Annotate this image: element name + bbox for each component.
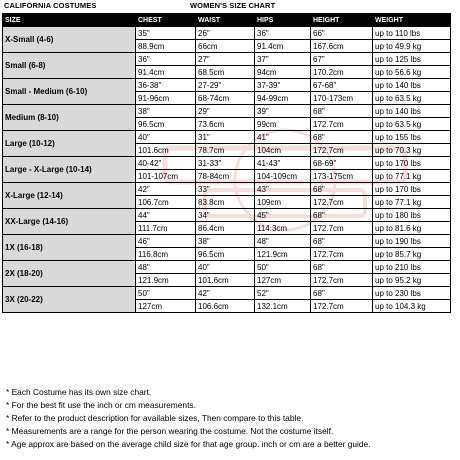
cell-hips-inches: 41-43" xyxy=(255,157,311,170)
brand-title: CALIFORNIA COSTUMES xyxy=(4,1,97,10)
cell-hips-metric: 121.9cm xyxy=(255,248,311,261)
cell-weight-inches: up to 125 lbs xyxy=(373,53,451,66)
cell-hips-metric: 127cm xyxy=(255,274,311,287)
cell-weight-inches: up to 210 lbs xyxy=(373,261,451,274)
note-item: * Measurements are a range for the person wearing the costume. Not the costume itself. xyxy=(6,426,334,436)
table-row xyxy=(3,131,451,144)
cell-chest-metric: 111.7cm xyxy=(136,222,196,235)
col-header-weight: WEIGHT xyxy=(373,14,451,27)
size-label: Small (6-8) xyxy=(3,53,136,79)
cell-waist-inches: 26" xyxy=(196,27,255,40)
cell-height-inches: 68" xyxy=(311,105,373,118)
cell-waist-inches: 38" xyxy=(196,235,255,248)
cell-hips-inches: 41" xyxy=(255,131,311,144)
cell-weight-metric: up to 70.3 kg xyxy=(373,144,451,157)
size-label: 3X (20-22) xyxy=(3,287,136,313)
cell-weight-inches: up to 140 lbs xyxy=(373,79,451,92)
cell-height-metric: 172.7cm xyxy=(311,144,373,157)
cell-waist-inches: 42" xyxy=(196,287,255,300)
cell-waist-inches: 31" xyxy=(196,131,255,144)
cell-waist-metric: 68.5cm xyxy=(196,66,255,79)
cell-height-metric: 167.6cm xyxy=(311,40,373,53)
cell-chest-metric: 106.7cm xyxy=(136,196,196,209)
cell-weight-metric: up to 81.6 kg xyxy=(373,222,451,235)
cell-chest-metric: 88.9cm xyxy=(136,40,196,53)
cell-height-inches: 68" xyxy=(311,131,373,144)
cell-waist-metric: 101.6cm xyxy=(196,274,255,287)
cell-waist-inches: 34" xyxy=(196,209,255,222)
cell-waist-metric: 66cm xyxy=(196,40,255,53)
size-label: X-Small (4-6) xyxy=(3,27,136,53)
cell-height-inches: 66" xyxy=(311,27,373,40)
cell-chest-metric: 91.4cm xyxy=(136,66,196,79)
size-label: Large (10-12) xyxy=(3,131,136,157)
cell-weight-metric: up to 104.3 kg xyxy=(373,300,451,313)
cell-hips-inches: 37-39" xyxy=(255,79,311,92)
size-chart-table xyxy=(2,13,451,313)
cell-chest-metric: 96.5cm xyxy=(136,118,196,131)
cell-waist-inches: 29" xyxy=(196,105,255,118)
cell-chest-metric: 91-96cm xyxy=(136,92,196,105)
cell-height-inches: 68" xyxy=(311,261,373,274)
table-row xyxy=(3,183,451,196)
table-row xyxy=(3,79,451,92)
cell-waist-metric: 73.6cm xyxy=(196,118,255,131)
cell-height-inches: 68" xyxy=(311,287,373,300)
cell-height-metric: 172.7cm xyxy=(311,274,373,287)
cell-chest-inches: 40" xyxy=(136,131,196,144)
cell-weight-metric: up to 95.2 kg xyxy=(373,274,451,287)
size-label: Small - Medium (6-10) xyxy=(3,79,136,105)
cell-height-metric: 172.7cm xyxy=(311,118,373,131)
cell-waist-inches: 40" xyxy=(196,261,255,274)
table-row xyxy=(3,235,451,248)
cell-waist-inches: 33" xyxy=(196,183,255,196)
cell-hips-inches: 43" xyxy=(255,183,311,196)
cell-weight-inches: up to 140 lbs xyxy=(373,105,451,118)
cell-weight-inches: up to 230 lbs xyxy=(373,287,451,300)
cell-chest-inches: 36-38" xyxy=(136,79,196,92)
cell-hips-metric: 109cm xyxy=(255,196,311,209)
cell-weight-inches: up to 170 lbs xyxy=(373,157,451,170)
cell-hips-inches: 39" xyxy=(255,105,311,118)
cell-hips-metric: 94cm xyxy=(255,66,311,79)
cell-hips-inches: 48" xyxy=(255,235,311,248)
notes xyxy=(6,386,456,451)
cell-height-metric: 172.7cm xyxy=(311,248,373,261)
cell-height-metric: 172.7cm xyxy=(311,222,373,235)
chart-title: WOMEN'S SIZE CHART xyxy=(190,1,276,10)
table-row xyxy=(3,209,451,222)
cell-weight-metric: up to 63.5 kg xyxy=(373,118,451,131)
cell-weight-inches: up to 170 lbs xyxy=(373,183,451,196)
cell-chest-metric: 101-107cm xyxy=(136,170,196,183)
cell-weight-metric: up to 77.1 kg xyxy=(373,196,451,209)
cell-weight-inches: up to 110 lbs xyxy=(373,27,451,40)
cell-weight-inches: up to 155 lbs xyxy=(373,131,451,144)
table-row xyxy=(3,287,451,300)
cell-chest-inches: 42" xyxy=(136,183,196,196)
cell-hips-inches: 37" xyxy=(255,53,311,66)
table-row xyxy=(3,105,451,118)
cell-height-metric: 170.2cm xyxy=(311,66,373,79)
note-item: * Each Costume has its own size chart. xyxy=(6,387,152,397)
cell-weight-inches: up to 180 lbs xyxy=(373,209,451,222)
cell-chest-metric: 127cm xyxy=(136,300,196,313)
cell-weight-metric: up to 85.7 kg xyxy=(373,248,451,261)
cell-waist-metric: 106.6cm xyxy=(196,300,255,313)
cell-waist-metric: 78-84cm xyxy=(196,170,255,183)
cell-waist-inches: 27" xyxy=(196,53,255,66)
table-row xyxy=(3,27,451,40)
table-header-row xyxy=(3,14,451,27)
cell-height-metric: 172.7cm xyxy=(311,300,373,313)
cell-weight-metric: up to 49.9 kg xyxy=(373,40,451,53)
cell-weight-metric: up to 56.6 kg xyxy=(373,66,451,79)
cell-hips-inches: 52" xyxy=(255,287,311,300)
table-row xyxy=(3,157,451,170)
cell-hips-inches: 36" xyxy=(255,27,311,40)
cell-waist-metric: 86.4cm xyxy=(196,222,255,235)
cell-waist-metric: 83.8cm xyxy=(196,196,255,209)
size-label: XX-Large (14-16) xyxy=(3,209,136,235)
size-label: 2X (18-20) xyxy=(3,261,136,287)
cell-chest-metric: 116.8cm xyxy=(136,248,196,261)
cell-height-inches: 68" xyxy=(311,235,373,248)
cell-chest-inches: 46" xyxy=(136,235,196,248)
cell-height-metric: 170-173cm xyxy=(311,92,373,105)
cell-chest-inches: 38" xyxy=(136,105,196,118)
cell-weight-inches: up to 190 lbs xyxy=(373,235,451,248)
cell-chest-metric: 101.6cm xyxy=(136,144,196,157)
cell-waist-inches: 31-33" xyxy=(196,157,255,170)
cell-height-inches: 67" xyxy=(311,53,373,66)
table-row xyxy=(3,261,451,274)
cell-hips-metric: 104-109cm xyxy=(255,170,311,183)
cell-waist-inches: 27-29" xyxy=(196,79,255,92)
cell-chest-inches: 50" xyxy=(136,287,196,300)
cell-height-inches: 68" xyxy=(311,209,373,222)
cell-hips-metric: 104cm xyxy=(255,144,311,157)
cell-chest-inches: 48" xyxy=(136,261,196,274)
cell-hips-metric: 91.4cm xyxy=(255,40,311,53)
table-row xyxy=(3,53,451,66)
col-header-height: HEIGHT xyxy=(311,14,373,27)
note-item: * For the best fit use the inch or cm measurements. xyxy=(6,400,196,410)
cell-hips-inches: 50" xyxy=(255,261,311,274)
cell-hips-metric: 114.3cm xyxy=(255,222,311,235)
cell-chest-inches: 35" xyxy=(136,27,196,40)
note-item: * Age approx are based on the average child size for that age group. inch or cm are a better guide. xyxy=(6,439,371,449)
cell-hips-metric: 132.1cm xyxy=(255,300,311,313)
col-header-size: SIZE xyxy=(3,14,136,27)
cell-waist-metric: 68-74cm xyxy=(196,92,255,105)
cell-hips-inches: 45" xyxy=(255,209,311,222)
col-header-waist: WAIST xyxy=(196,14,255,27)
cell-chest-inches: 44" xyxy=(136,209,196,222)
cell-waist-metric: 78.7cm xyxy=(196,144,255,157)
cell-height-inches: 67-68" xyxy=(311,79,373,92)
cell-waist-metric: 96.5cm xyxy=(196,248,255,261)
cell-height-metric: 172.7cm xyxy=(311,196,373,209)
size-label: X-Large (12-14) xyxy=(3,183,136,209)
cell-weight-metric: up to 77.1 kg xyxy=(373,170,451,183)
size-label: Large - X-Large (10-14) xyxy=(3,157,136,183)
cell-chest-inches: 36" xyxy=(136,53,196,66)
size-label: Medium (8-10) xyxy=(3,105,136,131)
cell-hips-metric: 94-99cm xyxy=(255,92,311,105)
note-item: * Refer to the product description for available sizes, Then compare to this table. xyxy=(6,413,304,423)
cell-weight-metric: up to 63.5 kg xyxy=(373,92,451,105)
col-header-chest: CHEST xyxy=(136,14,196,27)
cell-height-inches: 68-69" xyxy=(311,157,373,170)
cell-height-inches: 68" xyxy=(311,183,373,196)
cell-height-metric: 173-175cm xyxy=(311,170,373,183)
cell-hips-metric: 99cm xyxy=(255,118,311,131)
size-label: 1X (16-18) xyxy=(3,235,136,261)
cell-chest-metric: 121.9cm xyxy=(136,274,196,287)
col-header-hips: HIPS xyxy=(255,14,311,27)
cell-chest-inches: 40-42" xyxy=(136,157,196,170)
